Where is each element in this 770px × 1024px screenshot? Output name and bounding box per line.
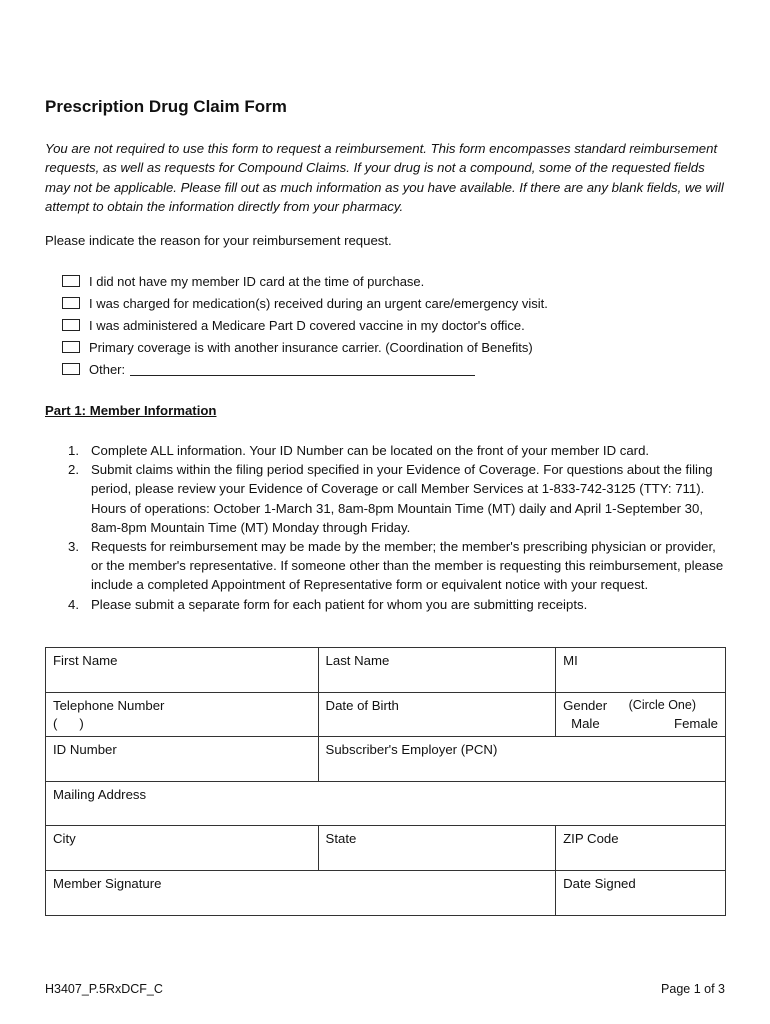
gender-label: Gender — [563, 697, 608, 713]
first-name-label: First Name — [53, 653, 118, 668]
mailing-address-field[interactable] — [46, 781, 726, 826]
reason-item — [62, 336, 548, 358]
instruction-text: Complete ALL information. Your ID Number can be located on the front of your member ID card. — [91, 443, 650, 458]
table-row — [46, 692, 726, 737]
reason-checkbox[interactable] — [62, 341, 80, 353]
reason-checkbox[interactable] — [62, 363, 80, 375]
employer-field[interactable] — [318, 737, 725, 782]
mi-label: MI — [563, 653, 578, 668]
date-signed-label: Date Signed — [563, 875, 636, 891]
area-code-parentheses: ( ) — [53, 715, 84, 731]
table-row — [46, 870, 726, 915]
state-field[interactable] — [318, 826, 556, 871]
telephone-field[interactable] — [46, 692, 319, 737]
gender-option-female[interactable]: Female — [674, 715, 718, 731]
instruction-number: 4. — [68, 596, 79, 612]
gender-option-male[interactable]: Male — [571, 715, 600, 731]
telephone-label: Telephone Number — [53, 697, 165, 713]
instruction-number: 1. — [68, 443, 79, 458]
table-row — [46, 648, 726, 693]
instruction-item — [45, 537, 727, 595]
instruction-number: 2. — [68, 462, 79, 478]
reason-label: Primary coverage is with another insurance carrier. (Coordination of Benefits) — [89, 339, 533, 355]
reason-prompt: Please indicate the reason for your reimbursement request. — [45, 233, 392, 248]
instruction-item — [45, 460, 727, 537]
other-reason-field[interactable] — [130, 363, 475, 376]
reason-item — [62, 358, 548, 380]
section-heading: Part 1: Member Information — [45, 403, 217, 418]
instruction-text: Submit claims within the filing period specified in your Evidence of Coverage. For questions about the filing period, please review your Evidence of Coverage or call Member Services at 1-833-742-3125 (TTY: 711). Hours of operations: October 1-March 31, 8am-8pm Mountain Time (MT) daily and April 1-September 30, 8am-8pm Mountain Time (MT) Monday through Friday. — [91, 462, 713, 535]
circle-one-note: (Circle One) — [628, 697, 696, 712]
reason-label: I was charged for medication(s) received during an urgent care/emergency visit. — [89, 295, 548, 311]
reason-checkbox[interactable] — [62, 319, 80, 331]
instruction-text: Requests for reimbursement may be made by the member; the member's prescribing physician or provider, or the member's representative. If someone other than the member is requesting this reimbursement, please include a completed Appointment of Representative form or equivalent notice with your request. — [91, 539, 724, 593]
id-number-field[interactable] — [46, 737, 319, 782]
last-name-label: Last Name — [325, 653, 390, 668]
reason-item — [62, 314, 548, 336]
reason-label: Other: — [89, 361, 126, 377]
table-row — [46, 737, 726, 782]
intro-paragraph: You are not required to use this form to request a reimbursement. This form encompasses standard reimbursement requests, as well as requests for Compound Claims. If your drug is not a compound, some of the requested fields may not be applicable. Please fill out as much information as you have available. If there are any blank fields, we will attempt to obtain the information directly from your pharmacy. — [45, 141, 724, 214]
reason-item — [62, 270, 548, 292]
reason-checkbox[interactable] — [62, 297, 80, 309]
page-number: Page 1 of 3 — [661, 982, 725, 996]
zip-label: ZIP Code — [563, 831, 619, 847]
page-title: Prescription Drug Claim Form — [45, 97, 287, 116]
dob-label: Date of Birth — [325, 697, 399, 713]
id-number-label: ID Number — [53, 742, 117, 758]
instruction-text: Please submit a separate form for each patient for whom you are submitting receipts. — [91, 596, 588, 612]
instruction-item — [45, 595, 727, 614]
date-signed-field[interactable] — [556, 870, 726, 915]
mi-field[interactable] — [556, 648, 726, 693]
reason-label: I was administered a Medicare Part D covered vaccine in my doctor's office. — [89, 317, 525, 333]
first-name-field[interactable] — [46, 648, 319, 693]
member-info-table — [45, 647, 726, 916]
city-label: City — [53, 831, 76, 847]
reason-checklist — [62, 270, 548, 380]
zip-field[interactable] — [556, 826, 726, 871]
form-code: H3407_P.5RxDCF_C — [45, 982, 163, 996]
gender-field — [556, 692, 726, 737]
signature-label: Member Signature — [53, 875, 162, 891]
table-row — [46, 826, 726, 871]
reason-label: I did not have my member ID card at the time of purchase. — [89, 273, 425, 289]
instructions-list — [45, 441, 727, 614]
instruction-item — [45, 441, 727, 460]
city-field[interactable] — [46, 826, 319, 871]
instruction-number: 3. — [68, 539, 79, 555]
dob-field[interactable] — [318, 692, 556, 737]
last-name-field[interactable] — [318, 648, 556, 693]
employer-label: Subscriber's Employer (PCN) — [325, 742, 498, 758]
mailing-address-label: Mailing Address — [53, 786, 147, 802]
reason-item — [62, 292, 548, 314]
reason-checkbox[interactable] — [62, 275, 80, 287]
table-row — [46, 781, 726, 826]
state-label: State — [325, 831, 357, 847]
signature-field[interactable] — [46, 870, 556, 915]
